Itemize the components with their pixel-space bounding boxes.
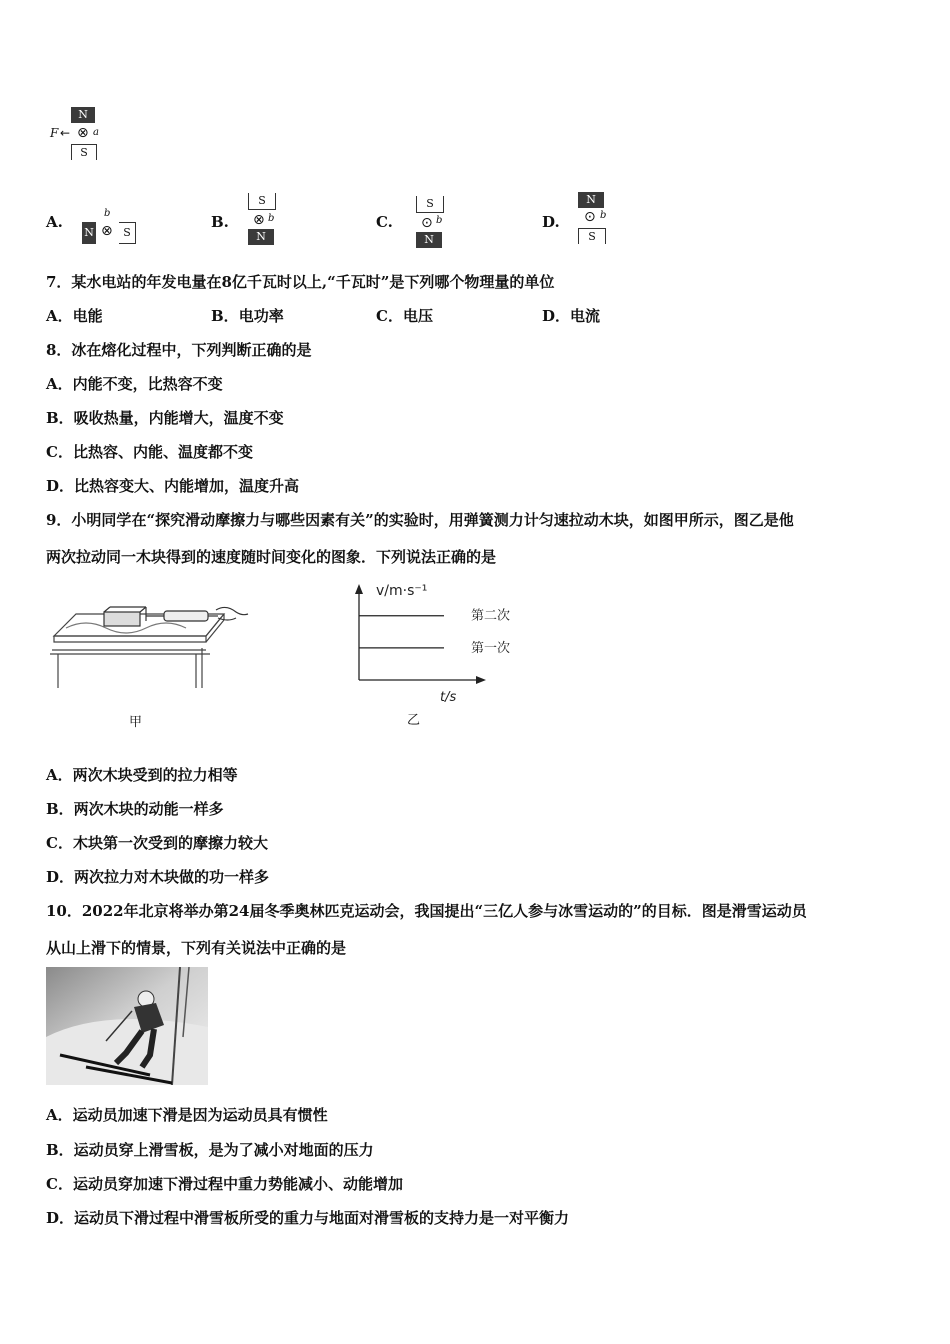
magnet-south: S bbox=[248, 193, 276, 210]
q8-stem: 8．冰在熔化过程中，下列判断正确的是 bbox=[46, 341, 312, 359]
point-label-b: b bbox=[600, 210, 607, 221]
option-label: A. bbox=[46, 213, 63, 231]
magnet-south: S bbox=[119, 222, 136, 244]
option-label: D． bbox=[542, 307, 571, 325]
option-label: B． bbox=[211, 307, 239, 325]
option-label: C. bbox=[376, 213, 393, 231]
q9-stem-line1: 9．小明同学在“探究滑动摩擦力与哪些因素有关”的实验时，用弹簧测力计匀速拉动木块，如图甲所示，图乙是他 bbox=[46, 511, 794, 529]
q10-option-d: D．运动员下滑过程中滑雪板所受的重力与地面对滑雪板的支持力是一对平衡力 bbox=[46, 1209, 570, 1227]
dot-out-of-page-icon: ⊙ bbox=[584, 209, 596, 225]
magnet-south: S bbox=[416, 196, 444, 213]
figure-jia bbox=[46, 594, 256, 694]
q7-option-c bbox=[376, 305, 433, 326]
series-label-1: 第一次 bbox=[471, 640, 511, 656]
option-text: 电流 bbox=[570, 307, 601, 325]
q7-option-b bbox=[211, 305, 284, 326]
force-label: F bbox=[50, 126, 59, 140]
point-label-b: b bbox=[436, 215, 443, 226]
option-label: C． bbox=[376, 307, 403, 325]
option-text: 电能 bbox=[72, 307, 103, 325]
magnet-north-top: N bbox=[71, 107, 95, 123]
cross-into-page-icon: ⊗ bbox=[253, 212, 265, 228]
magnet-south: S bbox=[578, 228, 606, 244]
figure-jia-caption: 甲 bbox=[129, 715, 143, 730]
magnet-south-top: S bbox=[71, 144, 97, 160]
q9-option-d: D．两次拉力对木块做的功一样多 bbox=[46, 868, 270, 886]
q8-option-b: B．吸收热量，内能增大，温度不变 bbox=[46, 409, 284, 427]
option-label: D. bbox=[542, 213, 560, 231]
point-label-b: b bbox=[268, 213, 275, 224]
x-axis-arrow bbox=[476, 676, 486, 684]
q9-stem-line2: 两次拉动同一木块得到的速度随时间变化的图象．下列说法正确的是 bbox=[46, 548, 497, 566]
q8-option-d: D．比热容变大、内能增加，温度升高 bbox=[46, 477, 300, 495]
q8-option-c: C．比热容、内能、温度都不变 bbox=[46, 443, 253, 461]
q8-option-a: A．内能不变，比热容不变 bbox=[46, 375, 223, 393]
q9-option-c: C．木块第一次受到的摩擦力较大 bbox=[46, 834, 268, 852]
q7-stem: 7．某水电站的年发电量在8亿千瓦时以上,“千瓦时”是下列哪个物理量的单位 bbox=[46, 273, 555, 291]
arrow-left-icon: ← bbox=[60, 126, 71, 140]
point-label-a: a bbox=[93, 127, 99, 138]
magnet-north: N bbox=[416, 232, 442, 248]
option-label: B. bbox=[211, 213, 229, 231]
y-axis-label: v/m·s⁻¹ bbox=[376, 583, 428, 599]
figure-yi-chart bbox=[340, 572, 540, 712]
option-text: 电压 bbox=[402, 307, 433, 325]
cross-into-page-icon: ⊗ bbox=[77, 125, 89, 141]
magnet-north: N bbox=[578, 192, 604, 208]
point-label-b: b bbox=[104, 208, 111, 219]
q10-stem-line1: 10．2022年北京将举办第24届冬季奥林匹克运动会，我国提出“三亿人参与冰雪运动的”的目标．图是滑雪运动员 bbox=[46, 902, 807, 920]
q9-option-a: A．两次木块受到的拉力相等 bbox=[46, 766, 238, 784]
q9-option-b: B．两次木块的动能一样多 bbox=[46, 800, 224, 818]
magnet-north: N bbox=[82, 222, 96, 244]
option-label: A． bbox=[46, 307, 73, 325]
series-label-0: 第二次 bbox=[471, 608, 511, 624]
q10-option-a: A．运动员加速下滑是因为运动员具有惯性 bbox=[46, 1106, 328, 1124]
cross-into-page-icon: ⊗ bbox=[101, 223, 113, 239]
q10-option-b: B．运动员穿上滑雪板，是为了减小对地面的压力 bbox=[46, 1141, 374, 1159]
skier-photo bbox=[46, 967, 208, 1085]
q7-option-d bbox=[542, 305, 600, 326]
q10-option-c: C．运动员穿加速下滑过程中重力势能减小、动能增加 bbox=[46, 1175, 403, 1193]
block-drawing bbox=[104, 607, 146, 626]
dot-out-of-page-icon: ⊙ bbox=[421, 215, 433, 231]
q10-stem-line2: 从山上滑下的情景，下列有关说法中正确的是 bbox=[46, 939, 347, 957]
q7-option-a bbox=[46, 305, 103, 326]
x-axis-label: t/s bbox=[440, 690, 457, 705]
figure-yi-caption: 乙 bbox=[407, 713, 421, 728]
option-text: 电功率 bbox=[238, 307, 284, 325]
y-axis-arrow bbox=[355, 584, 363, 594]
magnet-north: N bbox=[248, 229, 274, 245]
